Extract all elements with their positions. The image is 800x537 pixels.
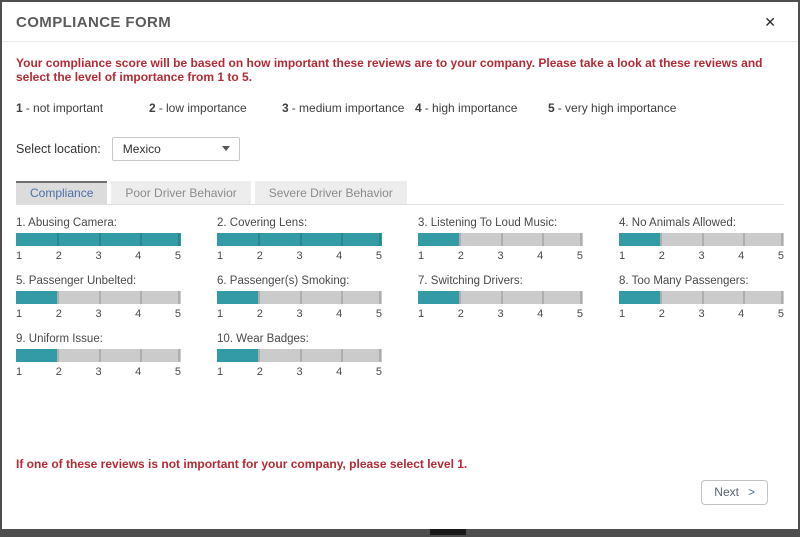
slider-tick: [140, 233, 142, 246]
scale-label: 4: [135, 307, 142, 320]
scale-label: 3: [296, 366, 303, 379]
scale-label: 2: [256, 366, 263, 379]
location-row: [16, 137, 784, 161]
top-instruction-text: Your compliance score will be based on how important these reviews are to your company. Please take a look at these reviews and select the level of importance from 1 to 5.: [16, 56, 763, 85]
slider-tick: [702, 291, 704, 304]
modal-bottom-edge: [2, 529, 798, 535]
importance-slider-fill: [16, 349, 57, 362]
slider-tick: [57, 291, 59, 304]
scale-label: 1: [16, 249, 23, 262]
review-slider: [217, 333, 382, 379]
importance-slider-track[interactable]: [619, 291, 784, 304]
review-slider: [217, 275, 382, 321]
legend-item: [282, 101, 415, 115]
slider-tick: [379, 233, 381, 246]
scale-label: 2: [55, 307, 62, 320]
tab-strip: [16, 181, 784, 205]
bottom-instruction-text: If one of these reviews is not important for your company, please select level 1.: [16, 457, 468, 472]
scale-label: 3: [698, 307, 705, 320]
modal-title: COMPLIANCE FORM: [16, 13, 172, 31]
slider-scale: [418, 308, 583, 321]
scale-label: 2: [55, 249, 62, 262]
review-slider: [619, 217, 784, 263]
legend-number: 4: [415, 100, 422, 115]
scale-label: 4: [135, 249, 142, 262]
chevron-right-icon: >: [747, 484, 755, 499]
slider-tick: [743, 291, 745, 304]
modal-content: [2, 56, 798, 505]
scale-label: 1: [418, 249, 425, 262]
close-icon[interactable]: ✕: [764, 14, 776, 30]
slider-tick: [660, 233, 662, 246]
scale-label: 5: [375, 249, 382, 262]
importance-slider-track[interactable]: [619, 233, 784, 246]
legend-item: [548, 101, 676, 115]
legend-item: [16, 101, 149, 115]
slider-tick: [459, 291, 461, 304]
review-slider-label: 3. Listening To Loud Music:: [418, 216, 558, 229]
slider-scale: [217, 250, 382, 263]
scale-label: 5: [777, 249, 784, 262]
slider-scale: [619, 250, 784, 263]
review-slider-label: 8. Too Many Passengers:: [619, 274, 749, 287]
legend-label: - low importance: [158, 100, 247, 115]
slider-tick: [258, 291, 260, 304]
slider-scale: [16, 366, 181, 379]
slider-tick: [140, 349, 142, 362]
slider-tick: [379, 291, 381, 304]
scale-label: 1: [16, 366, 23, 379]
importance-slider-track[interactable]: [418, 233, 583, 246]
review-slider-label: 5. Passenger Unbelted:: [16, 274, 137, 287]
slider-tick: [178, 233, 180, 246]
tab-item[interactable]: Poor Driver Behavior: [111, 181, 250, 204]
scale-label: 1: [217, 249, 224, 262]
scale-label: 4: [336, 307, 343, 320]
review-slider: [217, 217, 382, 263]
slider-tick: [178, 291, 180, 304]
slider-tick: [580, 291, 582, 304]
legend-number: 3: [282, 100, 289, 115]
scale-label: 2: [55, 366, 62, 379]
scale-label: 2: [658, 249, 665, 262]
scale-label: 3: [296, 249, 303, 262]
slider-tick: [258, 233, 260, 246]
slider-tick: [258, 349, 260, 362]
slider-tick: [341, 233, 343, 246]
slider-tick: [178, 349, 180, 362]
scale-label: 4: [537, 307, 544, 320]
review-slider-grid: [16, 217, 784, 380]
scale-label: 4: [537, 249, 544, 262]
legend-label: - high importance: [424, 100, 518, 115]
review-slider: [16, 333, 181, 379]
chevron-down-icon: [222, 146, 230, 151]
slider-tick: [300, 233, 302, 246]
scale-label: 1: [217, 307, 224, 320]
slider-tick: [341, 349, 343, 362]
importance-slider-fill: [619, 233, 660, 246]
slider-scale: [217, 366, 382, 379]
scale-label: 3: [497, 249, 504, 262]
scale-label: 3: [497, 307, 504, 320]
location-label: Select location:: [16, 141, 101, 156]
importance-slider-fill: [418, 291, 459, 304]
review-slider-label: 9. Uniform Issue:: [16, 333, 103, 346]
slider-tick: [580, 233, 582, 246]
review-slider-label: 2. Covering Lens:: [217, 216, 308, 229]
slider-tick: [660, 291, 662, 304]
scale-label: 2: [256, 249, 263, 262]
legend-label: - very high importance: [557, 100, 677, 115]
scale-label: 5: [375, 366, 382, 379]
scale-label: 5: [174, 366, 181, 379]
scale-label: 5: [576, 249, 583, 262]
slider-tick: [57, 233, 59, 246]
slider-scale: [217, 308, 382, 321]
slider-tick: [140, 291, 142, 304]
tab-item[interactable]: Compliance: [16, 181, 107, 204]
legend-number: 2: [149, 100, 156, 115]
slider-tick: [459, 233, 461, 246]
slider-tick: [99, 291, 101, 304]
scale-label: 4: [336, 366, 343, 379]
importance-slider-track[interactable]: [217, 291, 382, 304]
scale-label: 3: [95, 307, 102, 320]
slider-tick: [99, 233, 101, 246]
slider-scale: [16, 308, 181, 321]
slider-scale: [619, 308, 784, 321]
review-slider-label: 6. Passenger(s) Smoking:: [217, 274, 350, 287]
review-slider-label: 4. No Animals Allowed:: [619, 216, 736, 229]
scale-label: 5: [174, 307, 181, 320]
slider-tick: [501, 233, 503, 246]
review-slider-label: 1. Abusing Camera:: [16, 216, 118, 229]
location-dropdown[interactable]: [112, 137, 240, 161]
importance-slider-fill: [16, 291, 57, 304]
scale-label: 2: [457, 249, 464, 262]
legend-item: [415, 101, 548, 115]
slider-tick: [57, 349, 59, 362]
scale-label: 1: [16, 307, 23, 320]
slider-tick: [781, 291, 783, 304]
review-slider-label: 10. Wear Badges:: [217, 333, 309, 346]
review-slider: [418, 275, 583, 321]
slider-tick: [379, 349, 381, 362]
slider-tick: [501, 291, 503, 304]
slider-scale: [16, 250, 181, 263]
scale-label: 2: [658, 307, 665, 320]
review-slider-label: 7. Switching Drivers:: [418, 274, 523, 287]
legend-label: - not important: [25, 100, 104, 115]
slider-scale: [418, 250, 583, 263]
scale-label: 3: [698, 249, 705, 262]
slider-tick: [702, 233, 704, 246]
slider-tick: [743, 233, 745, 246]
scale-label: 5: [174, 249, 181, 262]
scale-label: 1: [217, 366, 224, 379]
importance-slider-track[interactable]: [16, 233, 181, 246]
modal-header: [2, 2, 798, 42]
scale-label: 2: [256, 307, 263, 320]
scale-label: 5: [777, 307, 784, 320]
importance-slider-track[interactable]: [16, 349, 181, 362]
tab-item[interactable]: Severe Driver Behavior: [255, 181, 407, 204]
importance-slider-track[interactable]: [16, 291, 181, 304]
importance-slider-fill: [217, 291, 258, 304]
legend-item: [149, 101, 282, 115]
slider-tick: [781, 233, 783, 246]
review-slider: [16, 217, 181, 263]
scale-label: 4: [336, 249, 343, 262]
slider-tick: [542, 291, 544, 304]
scale-label: 1: [619, 307, 626, 320]
scale-label: 1: [619, 249, 626, 262]
importance-slider-fill: [217, 349, 258, 362]
review-slider: [418, 217, 583, 263]
slider-tick: [341, 291, 343, 304]
scale-label: 4: [738, 249, 745, 262]
importance-legend: [16, 101, 784, 115]
scale-label: 4: [738, 307, 745, 320]
next-button-label: Next: [714, 484, 739, 499]
slider-tick: [99, 349, 101, 362]
importance-slider-track[interactable]: [418, 291, 583, 304]
scale-label: 5: [375, 307, 382, 320]
scale-label: 3: [95, 366, 102, 379]
importance-slider-fill: [418, 233, 459, 246]
legend-number: 1: [16, 100, 23, 115]
footer-row: [16, 480, 784, 505]
slider-tick: [300, 291, 302, 304]
scale-label: 4: [135, 366, 142, 379]
slider-tick: [542, 233, 544, 246]
review-slider: [16, 275, 181, 321]
scale-label: 3: [296, 307, 303, 320]
importance-slider-fill: [619, 291, 660, 304]
slider-tick: [300, 349, 302, 362]
importance-slider-track[interactable]: [217, 233, 382, 246]
importance-slider-track[interactable]: [217, 349, 382, 362]
scale-label: 1: [418, 307, 425, 320]
scale-label: 2: [457, 307, 464, 320]
scale-label: 3: [95, 249, 102, 262]
review-slider: [619, 275, 784, 321]
location-dropdown-value: Mexico: [122, 141, 161, 156]
scale-label: 5: [576, 307, 583, 320]
next-button[interactable]: [701, 480, 768, 505]
modal-bottom-notch: [430, 529, 466, 535]
legend-label: - medium importance: [291, 100, 405, 115]
legend-number: 5: [548, 100, 555, 115]
